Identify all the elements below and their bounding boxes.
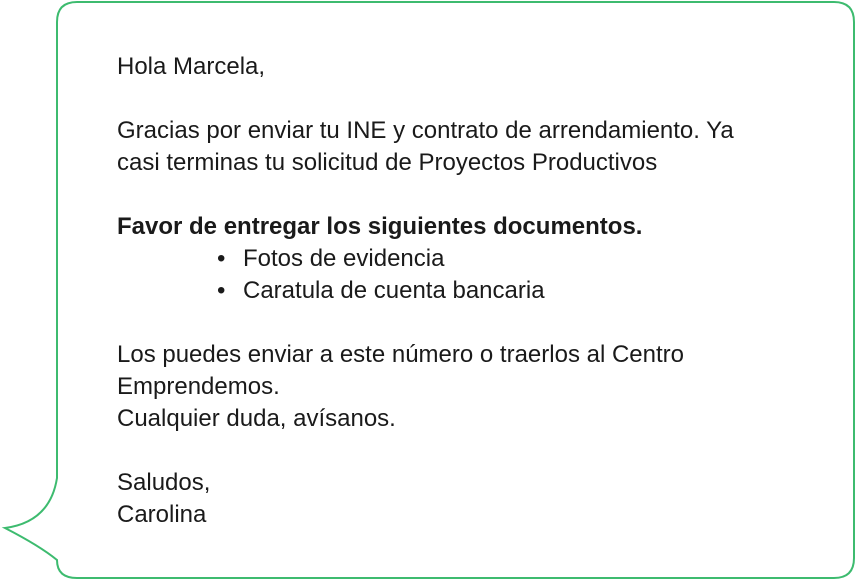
closing-text: Saludos, xyxy=(117,469,211,496)
intro-text-line-2: casi terminas tu solicitud de Proyectos Productivos xyxy=(117,149,658,176)
document-label: Fotos de evidencia xyxy=(243,245,445,272)
instructions-text-line-3: Cualquier duda, avísanos. xyxy=(117,405,396,432)
intro-text-line-1: Gracias por enviar tu INE y contrato de arrendamiento. Ya xyxy=(117,117,734,144)
request-heading: Favor de entregar los siguientes documentos. xyxy=(117,213,643,240)
instructions-text-line-2: Emprendemos. xyxy=(117,373,280,400)
signature-text: Carolina xyxy=(117,501,207,528)
document-list xyxy=(117,243,817,307)
bullet-icon: • xyxy=(217,245,226,272)
instructions-text-line-1: Los puedes enviar a este número o traerlos al Centro xyxy=(117,341,684,368)
list-item xyxy=(217,243,817,275)
document-label: Caratula de cuenta bancaria xyxy=(243,277,545,304)
greeting-text: Hola Marcela, xyxy=(117,53,266,80)
bullet-icon: • xyxy=(217,277,226,304)
message-body xyxy=(117,51,817,531)
list-item xyxy=(217,275,817,307)
